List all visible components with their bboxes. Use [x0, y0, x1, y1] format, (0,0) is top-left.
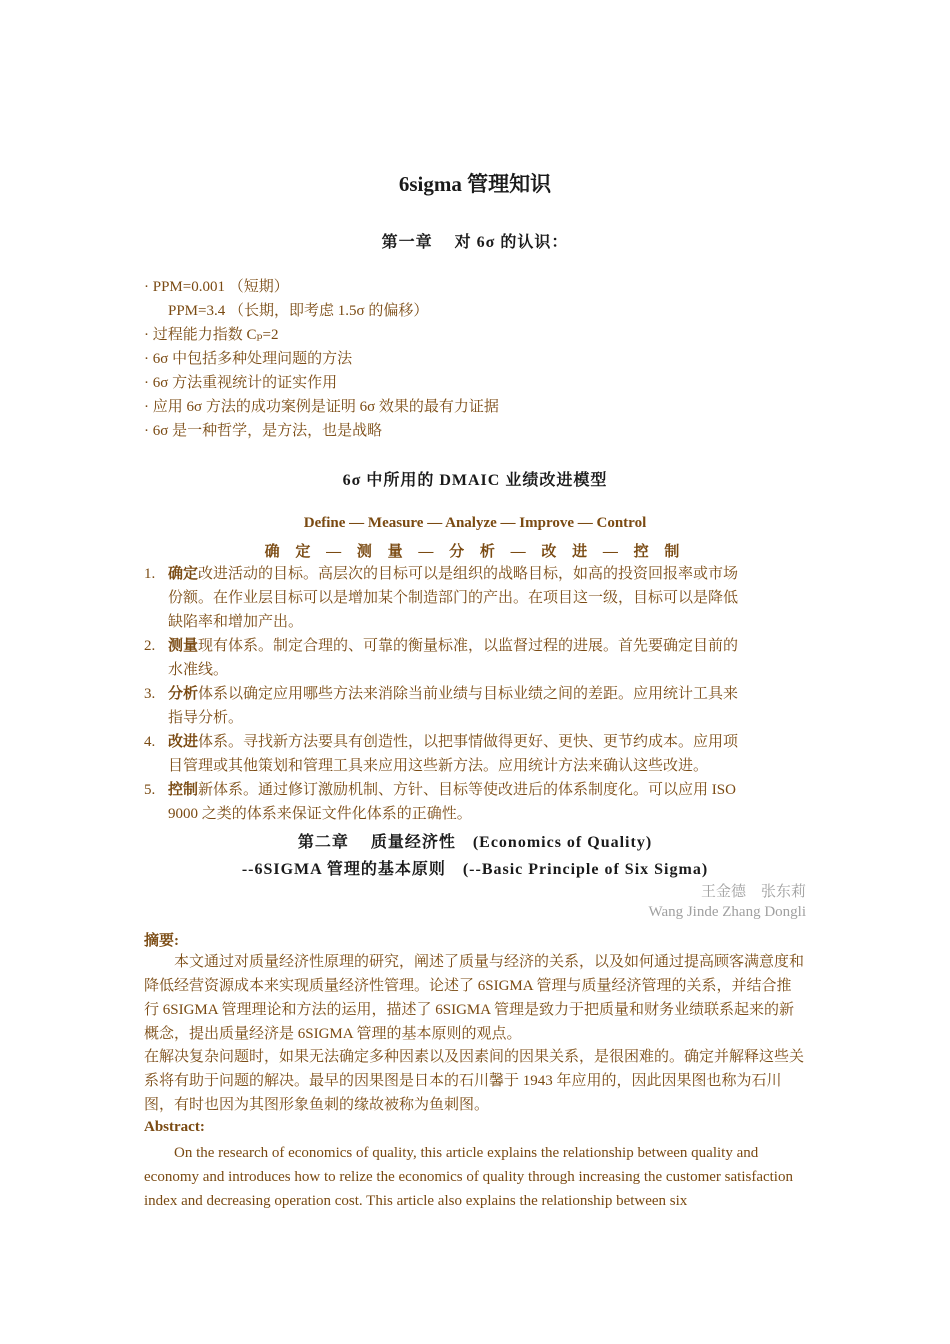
step-text: 指导分析。 [168, 710, 244, 726]
author-english: Wang Jinde Zhang Dongli [648, 904, 806, 920]
step-line [168, 562, 738, 586]
abstract-en-paragraph: On the research of economics of quality, this article explains the relationship between quality and economy and introduces how to relize the economics of quality through increasing the customer satisfaction index and decreasing operation cost. This article also explains the relationship between six [144, 1145, 793, 1209]
step-line [168, 778, 736, 802]
step-number: 1. [144, 566, 156, 582]
step-number: 3. [144, 686, 156, 702]
step-line [168, 634, 738, 658]
bullet-item: · 6σ 中包括多种处理问题的方法 [144, 351, 353, 367]
author-chinese: 王金德 张东莉 [700, 884, 806, 900]
step-text: 现有体系。制定合理的、可靠的衡量标准，以监督过程的进展。首先要确定目前的 [198, 638, 739, 654]
bullet-item: · PPM=0.001 （短期） [144, 279, 289, 295]
step-text: 份额。在作业层目标可以是增加某个制造部门的产出。在项目这一级，目标可以是降低 [168, 590, 739, 606]
bullet-item: · 应用 6σ 方法的成功案例是证明 6σ 效果的最有力证据 [144, 399, 499, 415]
dmaic-heading: 6σ 中所用的 DMAIC 业绩改进模型 [342, 472, 608, 489]
abstract-cn-paragraph-2: 在解决复杂问题时，如果无法确定多种因素以及因素间的因果关系，是很困难的。确定并解释这些关系将有助于问题的解决。最早的因果图是日本的石川馨于 1943 年应用的，因此因果图也称为石川图，有时也因为其图形象鱼刺的缘故被称为鱼刺图。 [144, 1049, 805, 1113]
step-text: 目管理或其他策划和管理工具来应用这些新方法。应用统计方法来确认这些改进。 [168, 758, 709, 774]
step-keyword: 测量 [168, 638, 199, 654]
step-text: 体系。寻找新方法要具有创造性，以把事情做得更好、更快、更节约成本。应用项 [198, 734, 739, 750]
step-text: 新体系。通过修订激励机制、方针、目标等使改进后的体系制度化。可以应用 ISO [198, 782, 736, 798]
step-line [168, 682, 738, 706]
abstract-cn-paragraph: 本文通过对质量经济性原理的研究，阐述了质量与经济的关系，以及如何通过提高顾客满意度和降低经营资源成本来实现质量经济性管理。论述了 6SIGMA 管理与质量经济管理的关系，并结合推行 6SIGMA 管理理论和方法的运用，描述了 6SIGMA 管理是致力于把质量和财务业绩联系起来的新概念，提出质量经济是 6SIGMA 管理的基本原则的观点。 [144, 954, 805, 1042]
step-keyword: 改进 [168, 734, 199, 750]
page-title: 6sigma 管理知识 [398, 172, 552, 196]
step-text: 缺陷率和增加产出。 [168, 614, 304, 630]
bullet-item: · 6σ 是一种哲学，是方法，也是战略 [144, 423, 383, 439]
chapter-2-heading: 第二章 质量经济性 (Economics of Quality) [297, 834, 653, 851]
chapter-1-heading: 第一章 对 6σ 的认识： [381, 234, 569, 251]
step-text: 改进活动的目标。高层次的目标可以是组织的战略目标，如高的投资回报率或市场 [198, 566, 739, 582]
dmaic-chinese-steps: 确 定 — 测 量 — 分 析 — 改 进 — 控 制 [264, 544, 686, 560]
step-line [168, 730, 738, 754]
abstract-cn-heading: 摘要: [144, 933, 179, 949]
step-keyword: 确定 [168, 566, 199, 582]
bullet-item: PPM=3.4 （长期，即考虑 1.5σ 的偏移） [168, 303, 429, 319]
step-text: 水准线。 [168, 662, 229, 678]
step-number: 2. [144, 638, 156, 654]
bullet-item: · 过程能力指数 Cₚ=2 [144, 327, 279, 343]
step-number: 4. [144, 734, 156, 750]
bullet-item: · 6σ 方法重视统计的证实作用 [144, 375, 338, 391]
step-text: 体系以确定应用哪些方法来消除当前业绩与目标业绩之间的差距。应用统计工具来 [198, 686, 739, 702]
step-keyword: 控制 [168, 782, 199, 798]
step-number: 5. [144, 782, 156, 798]
step-keyword: 分析 [168, 686, 199, 702]
abstract-en-heading: Abstract: [144, 1119, 205, 1135]
dmaic-english-steps: Define — Measure — Analyze — Improve — Control [303, 515, 647, 531]
chapter-2-subtitle: --6SIGMA 管理的基本原则 (--Basic Principle of Six Sigma) [241, 861, 709, 878]
step-text: 9000 之类的体系来保证文件化体系的正确性。 [168, 806, 472, 822]
